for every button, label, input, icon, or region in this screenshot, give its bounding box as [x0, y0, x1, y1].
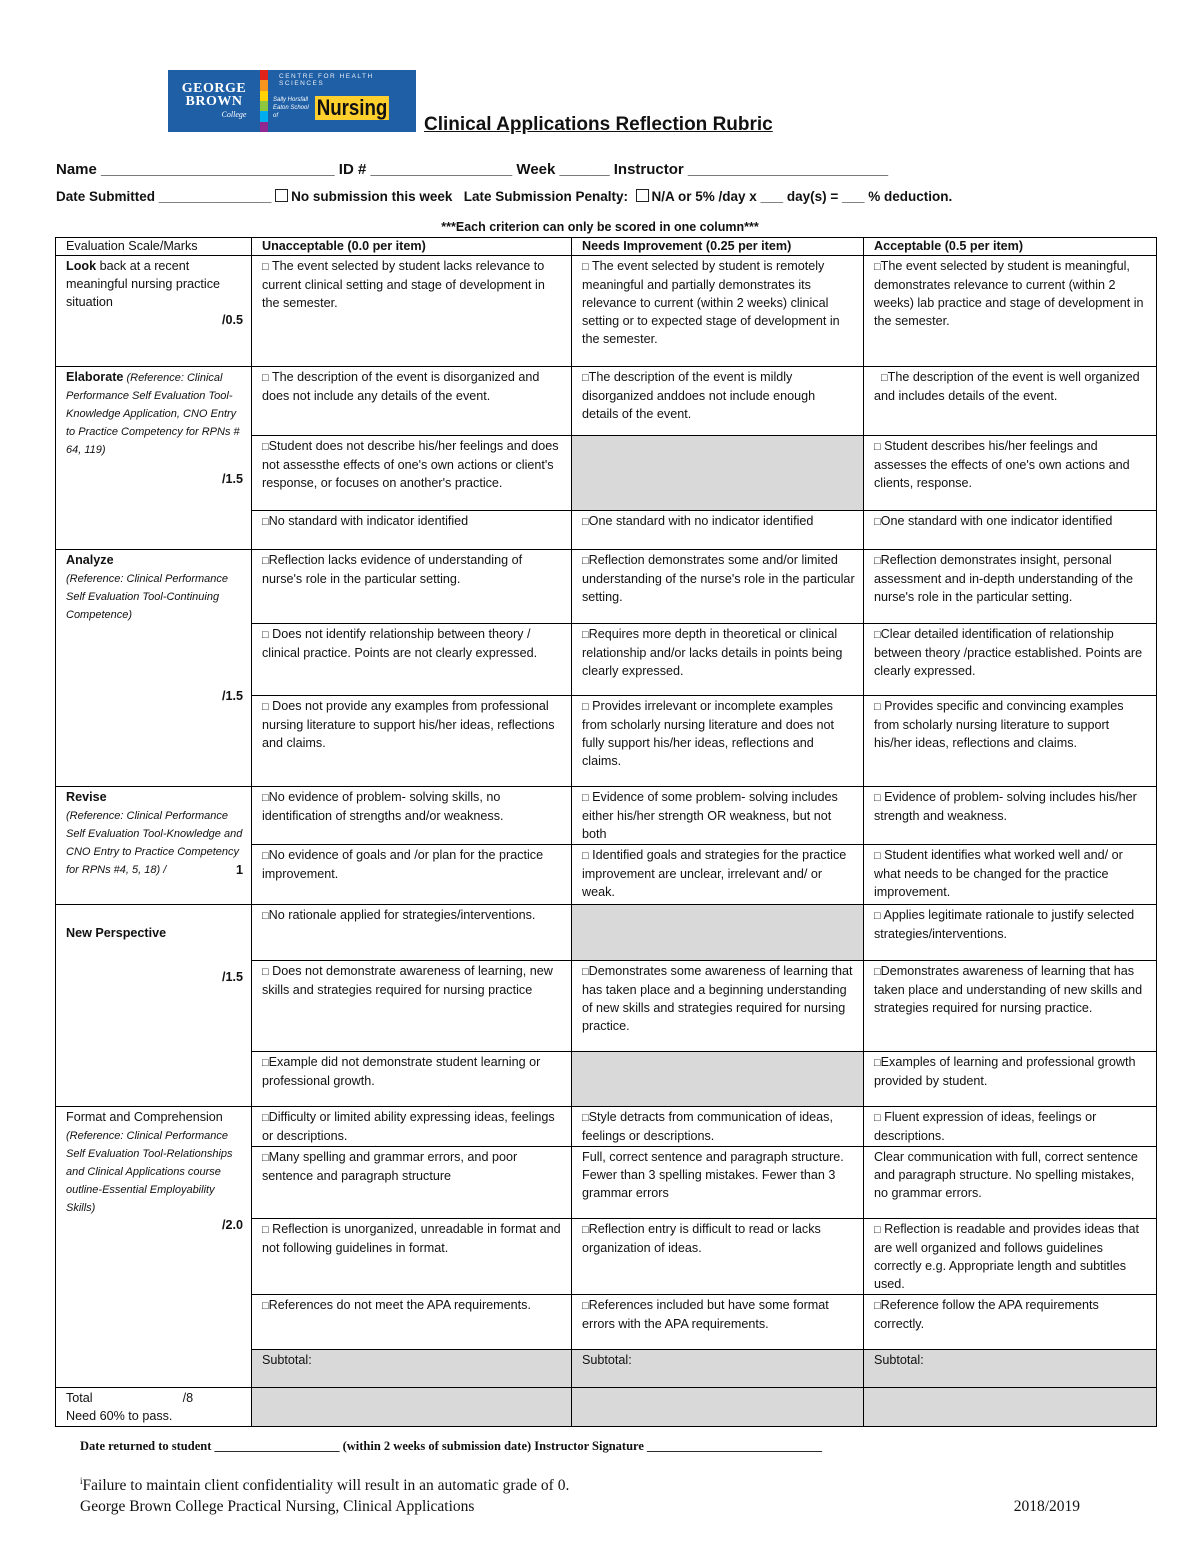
george-brown-wordmark: GEORGE BROWN College [168, 70, 260, 132]
cell: □Reference follow the APA requirements correctly. [864, 1295, 1157, 1350]
total-unacceptable [252, 1388, 572, 1427]
header-needs-improvement: Needs Improvement (0.25 per item) [572, 238, 864, 256]
criterion-look: Look back at a recent meaningful nursing practice situation /0.5 [56, 256, 252, 367]
submission-info-line [56, 189, 952, 204]
cell: □The description of the event is well organized and includes details of the event. [864, 367, 1157, 436]
criterion-analyze: Analyze (Reference: Clinical Performance Self Evaluation Tool-Continuing Competence) /1.5 [56, 550, 252, 787]
student-info-line: Name ____________________________ ID # _________________ Week ______ Instructor ________________________ [56, 161, 889, 178]
cell: □The description of the event is mildly disorganized anddoes not include enough details of the event. [572, 367, 864, 436]
table-row [56, 550, 1157, 624]
header-unacceptable: Unacceptable (0.0 per item) [252, 238, 572, 256]
no-submission-checkbox[interactable] [275, 189, 288, 202]
cell: □Reflection entry is difficult to read or lacks organization of ideas. [572, 1219, 864, 1295]
college-logo [168, 70, 416, 132]
cell: □Demonstrates some awareness of learning that has taken place and a beginning understanding of new skills and strategies required for nursing practice. [572, 961, 864, 1052]
cell: □ Reflection is unorganized, unreadable in format and not following guidelines in format. [252, 1219, 572, 1295]
logo-color-bars [260, 70, 268, 132]
cell: □ Reflection is readable and provides ideas that are well organized and follows guidelines correctly e.g. Appropriate length and subtitles used. [864, 1219, 1157, 1295]
cell: □References included but have some format errors with the APA requirements. [572, 1295, 864, 1350]
cell: □Clear detailed identification of relationship between theory /practice established. Points are clearly expressed. [864, 624, 1157, 696]
cell: □ The event selected by student is remotely meaningful and partially demonstrates its relevance to current (within 2 weeks) clinical setting or to expected stage of development in the semester. [572, 256, 864, 367]
confidentiality-note: $^i$Failure to maintain client confidentiality will result in an automatic grade of 0. [80, 1476, 570, 1495]
cell: □ The description of the event is disorganized and does not include any details of the event. [252, 367, 572, 436]
subtotal-needs-improvement: Subtotal: [572, 1350, 864, 1388]
cell: □Reflection lacks evidence of understanding of nurse's role in the particular setting. [252, 550, 572, 624]
cell: □No evidence of goals and /or plan for the practice improvement. [252, 845, 572, 905]
cell: Clear communication with full, correct sentence and paragraph structure. No spelling mistakes, no grammar errors. [864, 1147, 1157, 1219]
header-row [56, 238, 1157, 256]
cell: □No rationale applied for strategies/interventions. [252, 905, 572, 961]
cell: □ Provides specific and convincing examples from scholarly nursing literature to support his/her ideas, reflections and claims. [864, 696, 1157, 787]
table-row [56, 1107, 1157, 1147]
cell: □ Evidence of some problem- solving includes either his/her strength OR weakness, but not both [572, 787, 864, 845]
cell: □ Evidence of problem- solving includes his/her strength and weakness. [864, 787, 1157, 845]
cell: □Demonstrates awareness of learning that has taken place and understanding of new skills and strategies required for nursing practice. [864, 961, 1157, 1052]
cell: □Reflection demonstrates insight, personal assessment and in-depth understanding of the nurse's role in the particular setting. [864, 550, 1157, 624]
cell: □ Does not identify relationship between theory / clinical practice. Points are not clearly expressed. [252, 624, 572, 696]
cell: □ Does not demonstrate awareness of learning, new skills and strategies required for nursing practice [252, 961, 572, 1052]
nursing-school-wordmark: CENTRE FOR HEALTH SCIENCES Sally Horsfall Eaton School of Nursing [268, 70, 416, 132]
cell: □One standard with one indicator identified [864, 511, 1157, 550]
cell: □ Fluent expression of ideas, feelings or descriptions. [864, 1107, 1157, 1147]
page-title: Clinical Applications Reflection Rubric [424, 114, 773, 135]
college-footer: George Brown College Practical Nursing, Clinical Applications [80, 1498, 475, 1515]
header-acceptable: Acceptable (0.5 per item) [864, 238, 1157, 256]
table-row [56, 787, 1157, 845]
subtotal-unacceptable: Subtotal: [252, 1350, 572, 1388]
cell: □ Provides irrelevant or incomplete examples from scholarly nursing literature and does not fully support his/her ideas, reflections and claims. [572, 696, 864, 787]
cell: □One standard with no indicator identified [572, 511, 864, 550]
criterion-new-perspective: New Perspective /1.5 [56, 905, 252, 1107]
table-row [56, 256, 1157, 367]
cell: □ Applies legitimate rationale to justify selected strategies/interventions. [864, 905, 1157, 961]
header-eval: Evaluation Scale/Marks [56, 238, 252, 256]
na-checkbox[interactable] [636, 189, 649, 202]
cell: Full, correct sentence and paragraph structure. Fewer than 3 spelling mistakes. Fewer than 3 grammar errors [572, 1147, 864, 1219]
cell: □Reflection demonstrates some and/or limited understanding of the nurse's role in the particular setting. [572, 550, 864, 624]
cell: □ Student identifies what worked well and/ or what needs to be changed for the practice improvement. [864, 845, 1157, 905]
cell: □References do not meet the APA requirements. [252, 1295, 572, 1350]
cell: □Requires more depth in theoretical or clinical relationship and/or lacks details in points being clearly expressed. [572, 624, 864, 696]
cell: □No evidence of problem- solving skills, no identification of strengths and/or weakness. [252, 787, 572, 845]
subtotal-acceptable: Subtotal: [864, 1350, 1157, 1388]
cell: □ Student describes his/her feelings and assesses the effects of one's own actions and clients, response. [864, 436, 1157, 511]
table-row [56, 367, 1157, 436]
cell: □Examples of learning and professional growth provided by student. [864, 1052, 1157, 1107]
cell: □ Identified goals and strategies for the practice improvement are unclear, irrelevant and/ or weak. [572, 845, 864, 905]
table-row [56, 905, 1157, 961]
empty-cell [572, 1052, 864, 1107]
criterion-elaborate: Elaborate (Reference: Clinical Performance Self Evaluation Tool-Knowledge Application, CNO Entry to Practice Competency for RPNs # 64, 119) /1.5 [56, 367, 252, 550]
criterion-revise: Revise (Reference: Clinical Performance Self Evaluation Tool-Knowledge and CNO Entry to Practice Competency for RPNs #4, 5, 18) / 1 [56, 787, 252, 905]
cell: □Many spelling and grammar errors, and poor sentence and paragraph structure [252, 1147, 572, 1219]
rubric-table [55, 237, 1157, 1427]
cell: □Difficulty or limited ability expressing ideas, feelings or descriptions. [252, 1107, 572, 1147]
cell: □ The event selected by student lacks relevance to current clinical setting and stage of development in the semester. [252, 256, 572, 367]
cell: □The event selected by student is meaningful, demonstrates relevance to current (within 2 weeks) lab practice and stage of development in the semester. [864, 256, 1157, 367]
cell: □Student does not describe his/her feelings and does not assessthe effects of one's own actions or client's response, or focuses on another's practice. [252, 436, 572, 511]
total-acceptable [864, 1388, 1157, 1427]
date-returned-line: Date returned to student ____________________ (within 2 weeks of submission date) Instructor Signature ____________________________ [80, 1439, 823, 1453]
date-submitted-label: Date Submitted _______________ [56, 189, 272, 204]
late-penalty-label: Late Submission Penalty: [463, 189, 629, 204]
year-footer: 2018/2019 [1013, 1498, 1080, 1515]
total-needs-improvement [572, 1388, 864, 1427]
no-submission-label: No submission this week [291, 189, 453, 204]
cell: □Style detracts from communication of ideas, feelings or descriptions. [572, 1107, 864, 1147]
cell: □ Does not provide any examples from professional nursing literature to support his/her ideas, reflections and claims. [252, 696, 572, 787]
cell: □No standard with indicator identified [252, 511, 572, 550]
total-cell: Total /8 Need 60% to pass. [56, 1388, 252, 1427]
cell: □Example did not demonstrate student learning or professional growth. [252, 1052, 572, 1107]
empty-cell [572, 436, 864, 511]
total-row [56, 1388, 1157, 1427]
criterion-format: Format and Comprehension (Reference: Clinical Performance Self Evaluation Tool-Relationships and Clinical Applications course outline-Essential Employability Skills) /2.0 [56, 1107, 252, 1388]
penalty-text: N/A or 5% /day x ___ day(s) = ___ % deduction. [651, 189, 953, 204]
empty-cell [572, 905, 864, 961]
scoring-note: ***Each criterion can only be scored in one column*** [441, 220, 759, 234]
